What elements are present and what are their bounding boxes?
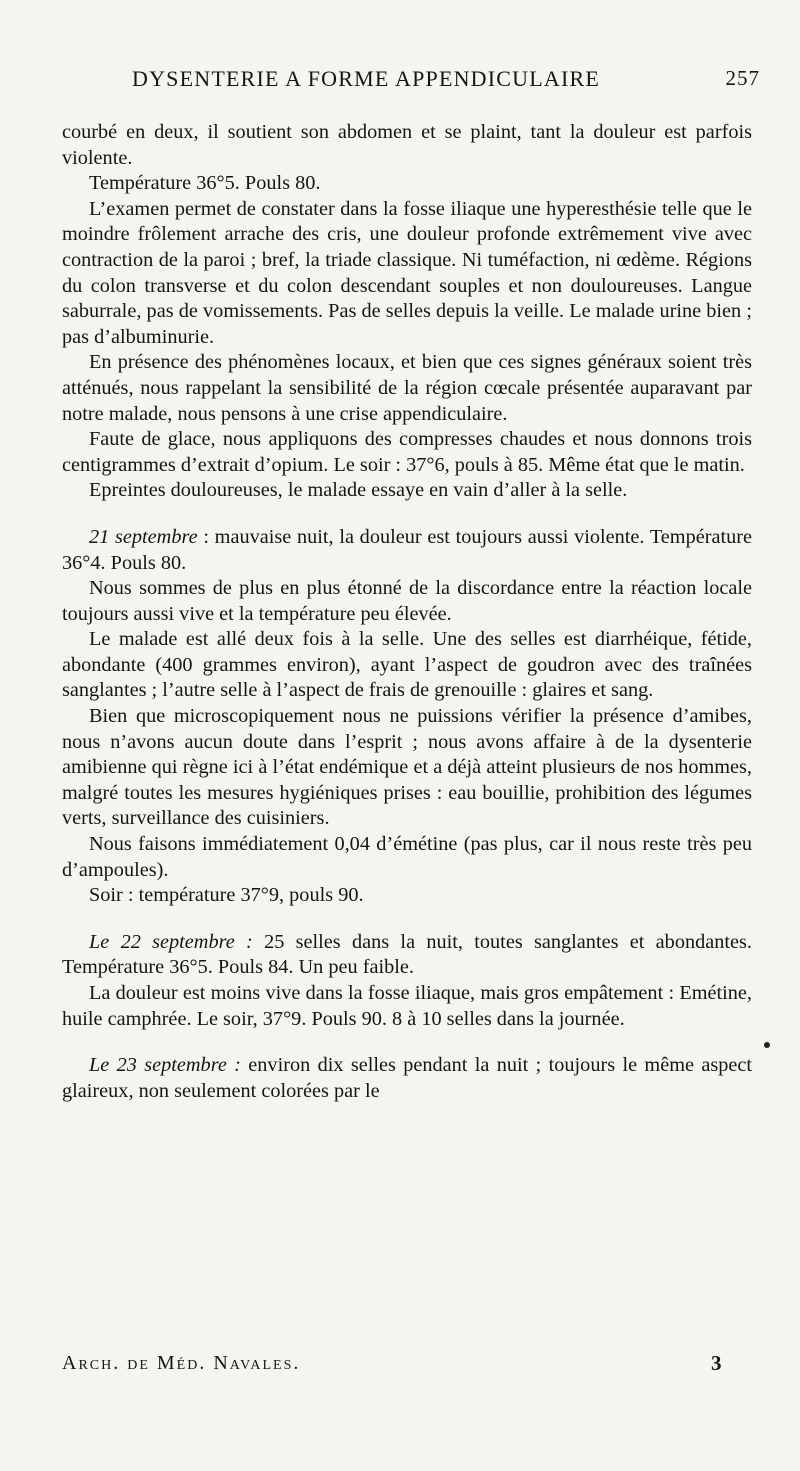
- journal-name: Arch. de Méd. Navales.: [62, 1352, 301, 1374]
- paragraph: Soir : température 37°9, pouls 90.: [89, 884, 364, 907]
- paragraph: Bien que microscopiquement nous ne puissions vérifier la présence d’amibes, nous n’avons aucun doute dans l’esprit ; nous avons affaire à de la dysenterie amibienne qui règne ici à l’état endémique et a déjà atteint plusieurs de nos hommes, malgré toutes les mesures hygiéniques prises : eau bouillie, prohibition des légumes verts, surveillance des cuisiniers.: [62, 705, 752, 830]
- paragraph: Nous faisons immédiatement 0,04 d’émétine (pas plus, car il nous reste très peu d’ampoules).: [62, 833, 752, 881]
- entry-date: Le 23 septembre :: [89, 1054, 241, 1077]
- signature-mark: 3: [711, 1351, 724, 1375]
- entry-date: Le 22 septembre :: [89, 930, 253, 953]
- paragraph: L’examen permet de constater dans la fosse iliaque une hyperesthésie telle que le moindre frôlement arrache des cris, une douleur profonde extrêmement vive avec contraction de la paroi ; bref, la triade classique. Ni tuméfaction, ni œdème. Régions du colon transverse et du colon descendant souples et non douloureuses. Langue saburrale, pas de vomissements. Pas de selles depuis la veille. Le malade urine bien ; pas d’albuminurie.: [62, 197, 752, 348]
- page-header: [60, 66, 760, 100]
- page-number: 257: [725, 66, 760, 90]
- paragraph: Faute de glace, nous appliquons des compresses chaudes et nous donnons trois centigrammes d’extrait d’opium. Le soir : 37°6, pouls à 85. Même état que le matin.: [62, 428, 752, 476]
- entry-date: 21 septembre: [89, 525, 198, 548]
- page-footer: [62, 1352, 762, 1382]
- paragraph: La douleur est moins vive dans la fosse iliaque, mais gros empâtement : Emétine, huile camphrée. Le soir, 37°9. Pouls 90. 8 à 10 selles dans la journée.: [62, 982, 752, 1030]
- paragraph: En présence des phénomènes locaux, et bien que ces signes généraux soient très atténués, nous rappelant la sensibilité de la région cœcale présentée auparavant par notre malade, nous pensons à une crise appendiculaire.: [62, 351, 752, 425]
- dated-entry: 21 septembre : mauvaise nuit, la douleur est toujours aussi violente. Température 36°4. Pouls 80.: [62, 525, 753, 574]
- dated-entry: Le 23 septembre : environ dix selles pendant la nuit ; toujours le même aspect glaireux, non seulement colorées par le: [62, 1054, 752, 1102]
- paragraph: Le malade est allé deux fois à la selle. Une des selles est diarrhéique, fétide, abondante (400 grammes environ), ayant l’aspect de goudron avec des traînées sanglantes ; l’autre selle à l’aspect de frais de grenouille : glaires et sang.: [62, 628, 752, 702]
- paragraph: Température 36°5. Pouls 80.: [89, 172, 321, 195]
- paragraph: courbé en deux, il soutient son abdomen et se plaint, tant la douleur est parfois violente.: [62, 121, 752, 169]
- running-title: DYSENTERIE A FORME APPENDICULAIRE: [132, 66, 601, 91]
- dated-entry: Le 22 septembre : 25 selles dans la nuit, toutes sanglantes et abondantes. Température 36°5. Pouls 84. Un peu faible.: [62, 930, 752, 979]
- body-text: [62, 120, 752, 1104]
- ink-speck: [764, 1042, 770, 1048]
- paragraph: Epreintes douloureuses, le malade essaye en vain d’aller à la selle.: [89, 479, 628, 502]
- paragraph: Nous sommes de plus en plus étonné de la discordance entre la réaction locale toujours aussi vive et la température peu élevée.: [62, 577, 752, 625]
